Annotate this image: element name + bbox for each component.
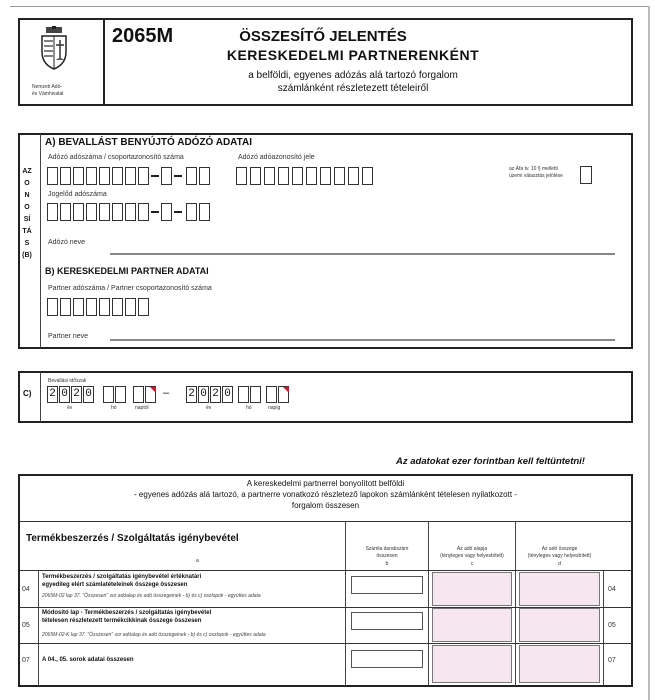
row-number-left: 05 — [22, 622, 30, 629]
table-intro-divider — [19, 521, 632, 522]
partner-tax-field[interactable] — [47, 298, 157, 320]
taxid-field[interactable] — [236, 167, 386, 189]
row-05-formula: 2065M-02-K lap 37. "Összesen" sor adóalap és adó összegeinek - b) és c) oszlopok - együttes adata — [42, 632, 266, 638]
section-ab-side-label: AZONOSÍTÁS (B) — [22, 168, 32, 259]
coat-of-arms-logo — [38, 26, 70, 70]
taxid-label: Adózó adóazonosító jele — [238, 154, 315, 161]
from-year-digit: 2 — [47, 386, 58, 403]
partner-name-field[interactable] — [110, 339, 615, 341]
col-a-letter: a — [196, 558, 199, 564]
form-code: 2065M — [112, 25, 174, 47]
row-number-left: 07 — [22, 657, 30, 664]
col-divider-num — [603, 570, 604, 686]
from-naptol-label: naptól — [135, 405, 149, 411]
row-07-title: A 04., 05. sorok adatai összesen — [42, 657, 134, 663]
period-label: Bevallási időszak — [48, 378, 87, 384]
from-ho-label: hó — [111, 405, 117, 411]
col-d-header-line2: (tényleges vagy helyesbített) — [527, 553, 592, 559]
col-b-header-line1: Számla darabszám — [365, 546, 409, 552]
period-from-field[interactable] — [47, 386, 170, 416]
col-divider-left-num — [38, 570, 39, 686]
taxnum-field[interactable] — [47, 167, 217, 189]
row-number-left: 04 — [22, 586, 30, 593]
col-b-letter: b — [385, 561, 389, 567]
partner-tax-label: Partner adószáma / Partner csoportazonosító száma — [48, 285, 212, 292]
col-c-letter: c — [470, 561, 474, 567]
period-to-field[interactable] — [186, 386, 306, 416]
to-ev-label: év — [206, 405, 212, 411]
to-ho-label: hó — [246, 405, 252, 411]
row-04-count-input[interactable] — [351, 576, 423, 594]
row-05-title-line1: Módosító lap - Termékbeszerzés / szolgáltatás igénybevétel — [42, 610, 212, 616]
col-c-header-line1: Az adó alapja — [456, 546, 488, 552]
table-intro-line3: forgalom összesen — [291, 501, 360, 510]
from-ev-label: év — [67, 405, 73, 411]
form-title-line1: ÖSSZESÍTŐ JELENTÉS — [239, 28, 407, 45]
row-05-count-input[interactable] — [351, 612, 423, 630]
row-04-formula: 2065M-02 lap 37. "Összesen" sor adóalap és adó összegeinek - b) és c) oszlopok - együttes adata — [42, 593, 261, 599]
col-b-header-line2: összesen — [376, 553, 398, 559]
table-intro-line1: A kereskedelmi partnerrel bonyolított belföldi — [246, 479, 405, 488]
section-ab-divider — [40, 134, 41, 348]
form-subtitle-line2: számlánként részletezett tételeiről — [277, 83, 429, 94]
taxnum-label: Adózó adószáma / csoportazonosító száma — [48, 154, 184, 161]
taxpayer-name-label: Adózó neve — [48, 239, 85, 246]
section-b-title: B) KERESKEDELMI PARTNER ADATAI — [45, 266, 209, 276]
section-a-title: A) BEVALLÁST BENYÚJTÓ ADÓZÓ ADATAI — [45, 137, 253, 148]
row-04-title-line1: Termékbeszerzés / szolgáltatás igénybevétel értéknatári — [42, 574, 202, 580]
row-04-title-line2: egyedileg elért számlatételeinek összege összesen — [42, 582, 188, 588]
row-05-taxbase-input[interactable] — [432, 608, 512, 642]
page-border-top — [10, 6, 650, 7]
predecessor-field[interactable] — [47, 203, 217, 225]
from-year-digit: 2 — [71, 386, 82, 403]
to-year-digit: 2 — [186, 386, 197, 403]
taxpayer-name-field[interactable] — [110, 253, 615, 255]
row-07-taxbase-input[interactable] — [432, 645, 512, 683]
thousand-forint-notice: Az adatokat ezer forintban kell feltüntetni! — [396, 456, 585, 467]
col-d-header-line1: Az adó összege — [541, 546, 578, 552]
table-header-divider — [19, 570, 632, 571]
row-number-right: 07 — [608, 657, 616, 664]
section-c-side-label: C) — [23, 389, 32, 398]
row-07-taxamount-input[interactable] — [519, 645, 600, 683]
row-number-right: 05 — [608, 622, 616, 629]
row-divider — [19, 643, 632, 644]
predecessor-label: Jogelőd adószáma — [48, 191, 107, 198]
row-04-taxamount-input[interactable] — [519, 572, 600, 606]
table-intro-line2: - egyenes adózás alá tartozó, a partnerre vonatkozó részletező lapokon számlánként tételesen nyilatkozott - — [134, 490, 517, 499]
row-07-count-input[interactable] — [351, 650, 423, 668]
agency-name-line1: Nemzeti Adó- — [32, 84, 63, 90]
row-04-taxbase-input[interactable] — [432, 572, 512, 606]
section-c-divider — [40, 372, 41, 422]
to-year-digit: 0 — [222, 386, 233, 403]
page-border-right — [648, 6, 650, 700]
election-note-line1: az Áfa tv. 10 § melletti — [509, 166, 558, 172]
header-divider — [103, 19, 105, 105]
from-year-digit: 0 — [59, 386, 70, 403]
to-year-digit: 0 — [198, 386, 209, 403]
partner-name-label: Partner neve — [48, 333, 89, 340]
from-year-digit: 0 — [83, 386, 94, 403]
election-note-line2: üzemi választás jelölése — [509, 173, 563, 179]
row-05-title-line2: tételesen részletezett termékcikkinak összege összesen — [42, 618, 202, 624]
row-05-taxamount-input[interactable] — [519, 608, 600, 642]
col-c-header-line2: (tényleges vagy helyesbített) — [440, 553, 504, 559]
election-checkbox[interactable] — [580, 166, 592, 184]
period-dash: – — [163, 387, 170, 399]
to-year-digit: 2 — [210, 386, 221, 403]
to-napig-label: napig — [268, 405, 281, 411]
col-d-letter: d — [558, 561, 561, 567]
form-subtitle-line1: a belföldi, egyenes adózás alá tartozó forgalom — [248, 70, 458, 81]
form-title-line2: KERESKEDELMI PARTNERENKÉNT — [226, 47, 480, 63]
agency-name-line2: és Vámhivatal — [32, 91, 64, 97]
table-section-title: Termékbeszerzés / Szolgáltatás igénybevétel — [26, 533, 239, 544]
row-number-right: 04 — [608, 586, 616, 593]
